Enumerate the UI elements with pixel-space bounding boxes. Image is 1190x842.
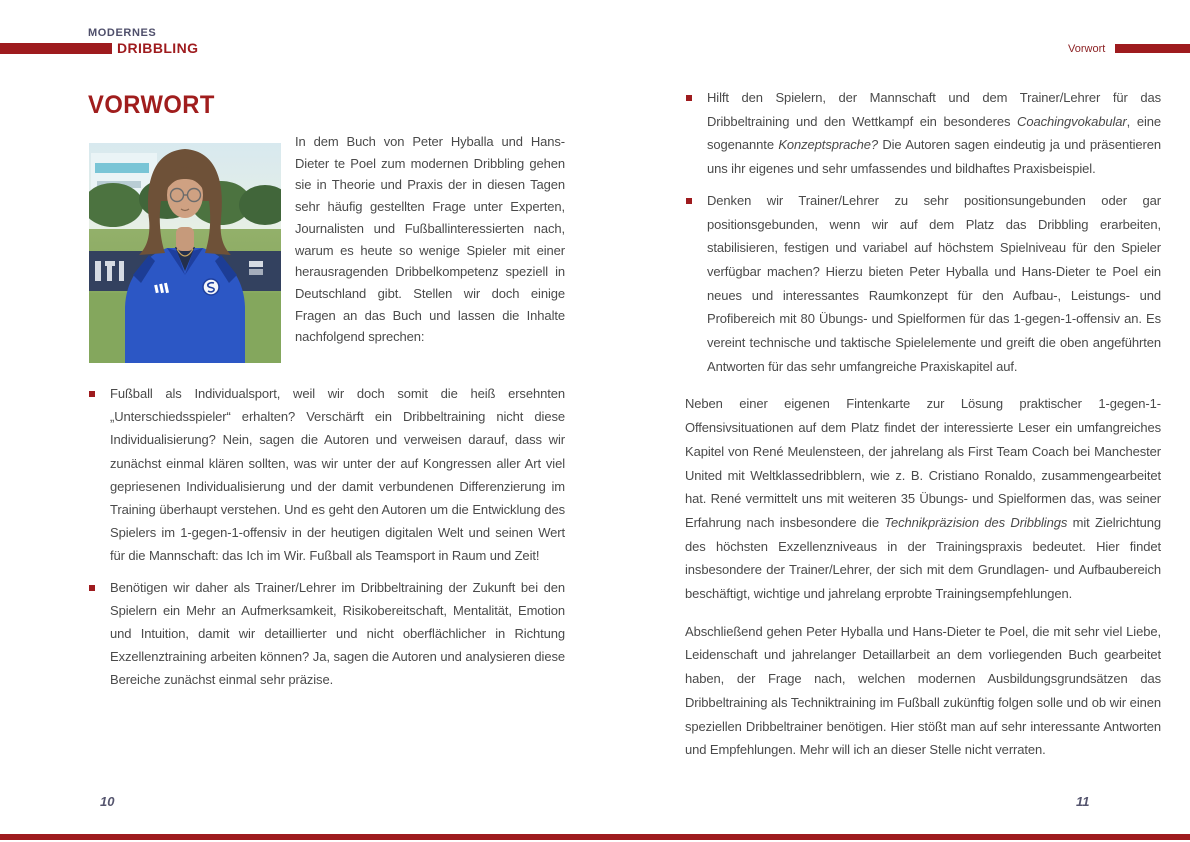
bullet-marker — [686, 95, 692, 101]
bullet-text: Hilft den Spielern, der Mannschaft und dem Trainer/Lehrer für das Dribbeltraining und den Wettkampf ein besonderes Coachingvokabular, eine sogenannte Konzeptsprache? Die Autoren sagen eindeutig ja und präsentieren uns ihr eigenes und sehr umfassendes und bildhaftes Praxisbeispiel. — [707, 90, 1161, 177]
right-page-content — [685, 86, 1161, 762]
bullet-marker — [686, 198, 692, 204]
bullet-item — [685, 86, 1161, 181]
bullet-text: Denken wir Trainer/Lehrer zu sehr positionsungebunden oder gar positionsgebunden, wenn wir auf dem Platz das Dribbling erarbeiten, stabilisieren, festigen und variabel auf höchstem Spielniveau für den Spieler verfügbar machen? Hierzu bieten Peter Hyballa und Hans-Dieter te Poel ein neues und interessantes Raumkonzept für den Aufbau-, Leistungs- und Profibereich mit 80 Übungs- und Spielformen für das 1-gegen-1-offensiv an. Es vereint technische und taktische Spielelemente und greift die oben angeführten Antworten für das sehr umfangreiche Praxiskapitel auf. — [707, 192, 1161, 374]
bullet-text: Fußball als Individualsport, weil wir doch somit die heiß ersehnten „Unterschiedsspieler“ erhalten? Verschärft ein Dribbeltraining nicht diese Individualisierung? Nein, sagen die Autoren und verweisen darauf, dass wir zunächst einmal klären sollten, was wir unter der auf Kongressen aller Art viel gepriesenen Individualisierung und der damit verbundenen Differenzierung im Training überhaupt verstehen. Und es geht den Autoren um die Entwicklung des Spielers im 1-gegen-1-offensiv in der heutigen digitalen Welt und seinen Wert für die Mannschaft: das Ich im Wir. Fußball als Teamsport in Raum und Zeit! — [110, 386, 565, 564]
page-title: VORWORT — [88, 91, 215, 119]
logo-red-bar — [0, 43, 112, 54]
header-red-bar — [1115, 44, 1190, 53]
page-number-right: 11 — [1076, 794, 1090, 809]
bullet-text: Benötigen wir daher als Trainer/Lehrer im Dribbeltraining der Zukunft bei den Spielern ein Mehr an Aufmerksamkeit, Risikobereitschaft, Mentalität, Emotion und Intuition, damit wir detaillierter und nicht oberflächlicher in Richtung Exzellenztraining arbeiten können? Ja, sagen die Autoren und analysieren diese Bereiche zunächst einmal sehr präzise. — [110, 579, 565, 688]
intro-paragraph: In dem Buch von Peter Hyballa und Hans-Dieter te Poel zum modernen Dribbling gehen sie in Theorie und Praxis der in diesen Tagen sehr häufig gestellten Frage unter Experten, Journalisten und Fußballinteressierten nach, warum es heute so wenige Spieler mit einer herausragenden Dribbelkompetenz speziell in Deutschland gibt. Stellen wir doch einige Fragen an das Buch und lassen die Inhalte nachfolgend sprechen: — [295, 134, 565, 345]
running-header-title: Vorwort — [1068, 43, 1106, 55]
bullet-item — [88, 576, 565, 692]
author-photo — [89, 143, 281, 363]
bullet-item — [88, 382, 565, 568]
left-page-bullets — [88, 382, 565, 700]
body-paragraph: Neben einer eigenen Fintenkarte zur Lösung praktischer 1-gegen-1-Offensivsituationen auf dem Platz findet der interessierte Leser ein umfangreiches Kapitel von René Meulensteen, der jahrelang als First Team Coach bei Manchester United mit Weltklassedribblern, wie z. B. Cristiano Ronaldo, zusammengearbeitet hat. René vermittelt uns mit weiteren 35 Übungs- und Spielformen das, was seiner Erfahrung nach insbesondere die Technikpräzision des Dribblings mit Zielrichtung des höchsten Exzellenzniveaus in der Trainingspraxis bedeutet. Hier findet insbesondere der Trainer/Lehrer, der sich mit dem Grundlagen- und Aufbaubereich beschäftigt, wichtige und jahrelang erprobte Trainingsempfehlungen. — [685, 396, 1161, 602]
logo-modernes: MODERNES — [88, 27, 157, 39]
bullet-marker — [89, 585, 95, 591]
body-paragraph: Abschließend gehen Peter Hyballa und Hans-Dieter te Poel, die mit sehr viel Liebe, Leidenschaft und jahrelanger Detaillarbeit an dem vorliegenden Buch gearbeitet haben, der Frage nach, welchen modernen Ausbildungsgrundsätzen das Dribbeltraining als Techniktraining im Fußball zukünftig folgen solle und ob wir einen speziellen Dribbeltrainer benötigen. Hier stößt man auf sehr interessante Antworten und Empfehlungen. Mehr will ich an dieser Stelle nicht verraten. — [685, 623, 1161, 758]
logo-dribbling: DRIBBLING — [117, 40, 199, 56]
bullet-item — [685, 189, 1161, 379]
bullet-marker — [89, 391, 95, 397]
footer-red-bar — [0, 834, 1190, 840]
page-number-left: 10 — [100, 794, 115, 809]
